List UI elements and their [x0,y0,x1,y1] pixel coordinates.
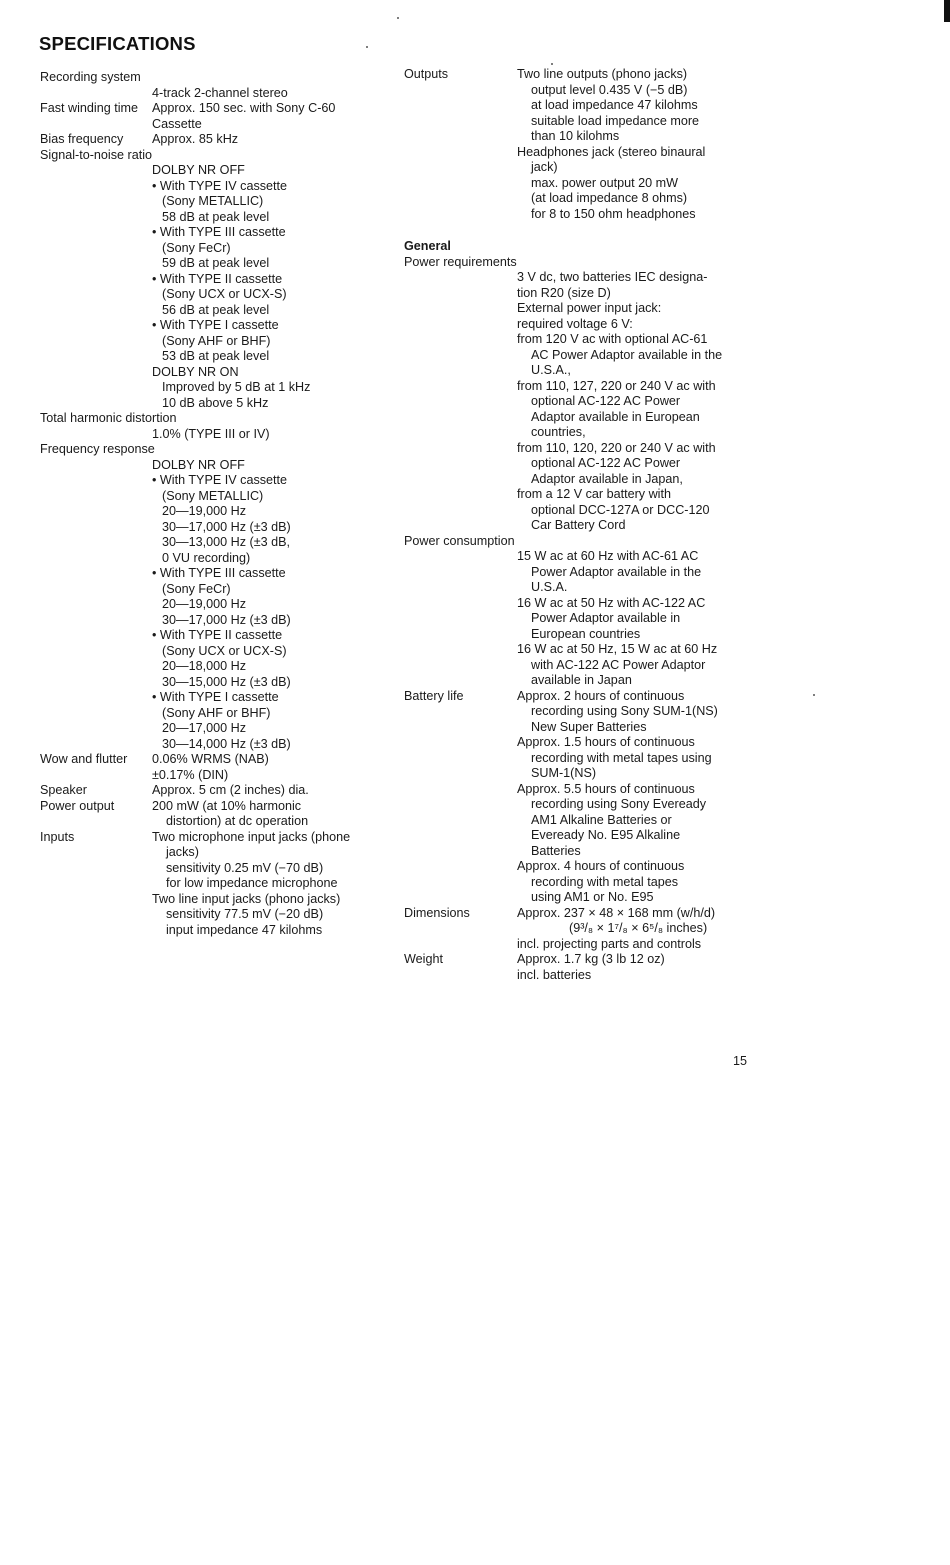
spec-row-continued [40,427,385,443]
spec-value-line: Approx. 1.5 hours of continuous [517,735,695,749]
spec-value-line: 59 dB at peak level [162,256,270,270]
spec-value-line: 16 W ac at 50 Hz with AC-122 AC [517,595,706,610]
right-spec-column [404,67,749,983]
spec-value-line: 1.0% (TYPE III or IV) [152,426,270,441]
spec-value-line: (Sony METALLIC) [162,194,264,208]
spec-row-continued [40,163,385,411]
spec-value-line: sensitivity 0.25 mV (−70 dB) [166,860,324,875]
spec-value-line: 20—17,000 Hz [162,721,247,735]
spec-value-line: Approx. 150 sec. with Sony C-60 [152,101,336,115]
spec-label: Recording system [40,70,141,84]
spec-row-total-harmonic-distortion [40,411,385,427]
spec-value-line: New Super Batteries [531,719,647,734]
spec-value-line: (at load impedance 8 ohms) [531,191,688,205]
spec-value [404,67,749,222]
spec-value-line: 20—19,000 Hz [162,597,247,611]
spec-value-line: incl. batteries [517,967,592,982]
spec-value [40,163,385,411]
spec-value-line: 30—15,000 Hz (±3 dB) [162,674,291,689]
spec-value-line: Adaptor available in European [531,409,700,424]
spec-value-line: ±0.17% (DIN) [152,767,229,782]
spec-value-line: (Sony AHF or BHF) [162,333,271,348]
spec-value-line: from 120 V ac with optional AC-61 [517,332,708,346]
spec-value [404,689,749,906]
spec-value-line: • With TYPE II cassette [152,271,283,286]
spec-row-continued [40,86,385,102]
spec-value-line: using AM1 or No. E95 [531,890,654,904]
spec-value [40,830,385,939]
spec-value-line: 20—19,000 Hz [162,504,247,518]
spec-value-line: 53 dB at peak level [162,349,270,363]
spec-label: Power output [40,798,115,813]
spec-value-line: for low impedance microphone [166,876,338,890]
spec-row-speaker [40,783,385,799]
spec-row-power-requirements [404,255,749,271]
spec-value-line: • With TYPE II cassette [152,628,283,642]
spec-value-line: jack) [531,160,558,174]
spec-row-wow-and-flutter [40,752,385,783]
spec-value-line: SUM-1(NS) [531,766,597,780]
spec-value-line: • With TYPE I cassette [152,318,279,332]
scan-speck [366,46,368,48]
spec-label: Battery life [404,688,464,703]
spec-value-line: 56 dB at peak level [162,302,270,317]
spec-value-line: (Sony METALLIC) [162,488,264,503]
spec-row-battery-life [404,689,749,906]
spec-row-power-consumption [404,534,749,550]
scan-speck [551,63,553,65]
spec-value-line: 30—14,000 Hz (±3 dB) [162,736,291,751]
spec-value-line: U.S.A. [531,580,568,594]
spec-value-line: Two line input jacks (phono jacks) [152,891,341,906]
spec-value-line: Approx. 237 × 48 × 168 mm (w/h/d) [517,905,716,920]
spec-label: Dimensions [404,905,470,920]
spec-row-power-output [40,799,385,830]
spec-value [40,458,385,753]
spec-value-line: max. power output 20 mW [531,175,678,190]
spec-value-line: distortion) at dc operation [166,814,309,828]
general-heading: General [404,239,451,253]
spec-value-line: 58 dB at peak level [162,209,270,224]
spec-value-line: (Sony AHF or BHF) [162,705,271,720]
spec-value-line: Power Adaptor available in [531,611,681,625]
spec-value-line: AM1 Alkaline Batteries or [531,812,672,827]
spec-value-line: required voltage 6 V: [517,316,633,331]
outputs-section [404,67,749,222]
spec-value-line: (Sony UCX or UCX-S) [162,287,287,301]
spec-value-line: Approx. 85 kHz [152,132,239,146]
spec-value-line: sensitivity 77.5 mV (−20 dB) [166,907,324,921]
spec-value-line: output level 0.435 V (−5 dB) [531,82,688,97]
spec-value-line: suitable load impedance more [531,113,700,128]
spec-value-line: Approx. 5.5 hours of continuous [517,781,695,796]
spec-label: Speaker [40,783,87,797]
spec-value-line: Eveready No. E95 Alkaline [531,828,681,842]
spec-value-line: from a 12 V car battery with [517,487,671,501]
spec-value-line: optional AC-122 AC Power [531,456,681,470]
spec-row-recording-system [40,70,385,86]
spec-row-bias-frequency [40,132,385,148]
spec-value [40,783,385,799]
spec-value-line: • With TYPE III cassette [152,225,286,239]
spec-value-line: DOLBY NR OFF [152,457,245,472]
spec-value [404,549,749,689]
spec-label: Signal-to-noise ratio [40,147,153,162]
spec-row-dimensions [404,906,749,953]
spec-value-line: (9³/₈ × 1⁷/₈ × 6⁵/₈ inches) [569,921,708,935]
spec-value [404,952,749,983]
spec-value-line: Power Adaptor available in the [531,564,702,579]
spec-value-line: 200 mW (at 10% harmonic [152,798,302,813]
spec-value-line: (Sony FeCr) [162,240,231,255]
spec-value-line: Cassette [152,116,202,131]
spec-value-line: with AC-122 AC Power Adaptor [531,657,706,672]
spec-value-line: jacks) [166,845,199,859]
spec-label: Weight [404,952,443,966]
spec-value-line: 10 dB above 5 kHz [162,395,269,410]
spec-value-line: Approx. 2 hours of continuous [517,688,685,703]
spec-value-line: recording with metal tapes [531,874,678,889]
spec-value-line: Improved by 5 dB at 1 kHz [162,380,311,394]
scan-speck [397,17,399,19]
spec-value-line: 30—17,000 Hz (±3 dB) [162,612,291,627]
spec-value-line: from 110, 127, 220 or 240 V ac with [517,378,716,393]
spec-label: Frequency response [40,442,155,456]
spec-value-line: Approx. 4 hours of continuous [517,859,685,873]
spec-label: Outputs [404,67,449,81]
scan-speck [813,694,815,696]
spec-value-line: from 110, 120, 220 or 240 V ac with [517,440,716,455]
spec-value-line: optional AC-122 AC Power [531,394,681,408]
spec-value-line: 16 W ac at 50 Hz, 15 W ac at 60 Hz [517,642,718,656]
spec-row-inputs [40,830,385,939]
spec-value-line: (Sony FeCr) [162,581,231,596]
spec-value-line: U.S.A., [531,363,571,377]
spec-value-line: 3 V dc, two batteries IEC designa- [517,270,708,284]
spec-value-line: Headphones jack (stereo binaural [517,144,706,159]
spec-value-line: optional DCC-127A or DCC-120 [531,502,710,517]
spec-value-line: recording using Sony SUM-1(NS) [531,704,718,718]
scan-edge-mark [944,0,950,22]
spec-value-line: for 8 to 150 ohm headphones [531,206,696,221]
spec-value-line: DOLBY NR OFF [152,163,245,177]
spec-row-fast-winding-time [40,101,385,132]
spec-value-line: 4-track 2-channel stereo [152,85,288,100]
spec-value-line: • With TYPE IV cassette [152,178,288,193]
spec-value-line: DOLBY NR ON [152,364,239,379]
spec-row-continued [40,458,385,753]
spec-label: Wow and flutter [40,752,128,766]
spec-value [40,427,385,443]
spec-row-continued [404,270,749,534]
spec-label: Bias frequency [40,132,124,146]
spec-value-line: Car Battery Cord [531,518,626,532]
spec-row-continued [404,549,749,689]
spec-label: Power requirements [404,254,517,269]
spec-value-line: Approx. 5 cm (2 inches) dia. [152,783,309,797]
spec-value-line: 30—13,000 Hz (±3 dB, [162,535,291,549]
spec-value-line: recording using Sony Eveready [531,797,707,811]
spec-value-line: Batteries [531,843,581,858]
spec-value-line: than 10 kilohms [531,129,620,143]
spec-value-line: AC Power Adaptor available in the [531,347,723,362]
spec-row-signal-to-noise-ratio [40,148,385,164]
spec-value-line: European countries [531,626,641,641]
spec-value-line: 30—17,000 Hz (±3 dB) [162,519,291,534]
spec-value-line: External power input jack: [517,301,662,315]
spec-label: Fast winding time [40,101,138,115]
spec-value-line: 0.06% WRMS (NAB) [152,752,269,766]
spec-label: Total harmonic distortion [40,411,177,425]
spec-value [404,270,749,534]
page-number: 15 [733,1054,748,1068]
spec-label: Inputs [40,829,75,844]
page-title: SPECIFICATIONS [39,33,196,54]
general-section [404,255,749,984]
spec-value-line: 0 VU recording) [162,550,251,565]
spec-value-line: (Sony UCX or UCX-S) [162,643,287,658]
spec-value-line: Adaptor available in Japan, [531,471,683,486]
spec-row-weight [404,952,749,983]
spec-value-line: • With TYPE IV cassette [152,473,288,487]
spec-value [40,86,385,102]
spec-value-line: Two microphone input jacks (phone [152,829,351,844]
left-spec-column [40,70,385,938]
spec-value-line: available in Japan [531,673,632,687]
spec-value-line: • With TYPE III cassette [152,566,286,580]
spec-value-line: countries, [531,425,586,439]
spec-value-line: • With TYPE I cassette [152,690,279,704]
spec-value-line: 20—18,000 Hz [162,659,247,673]
spec-value-line: recording with metal tapes using [531,750,712,765]
spec-value-line: at load impedance 47 kilohms [531,98,698,112]
spec-value-line: 15 W ac at 60 Hz with AC-61 AC [517,549,699,563]
spec-value-line: incl. projecting parts and controls [517,936,702,951]
spec-value-line: Approx. 1.7 kg (3 lb 12 oz) [517,952,665,966]
spec-value-line: tion R20 (size D) [517,285,611,300]
spec-row-frequency-response [40,442,385,458]
spec-value-line: input impedance 47 kilohms [166,922,323,937]
spec-value-line: Two line outputs (phono jacks) [517,67,688,81]
spec-label: Power consumption [404,533,515,548]
spec-row-outputs [404,67,749,222]
